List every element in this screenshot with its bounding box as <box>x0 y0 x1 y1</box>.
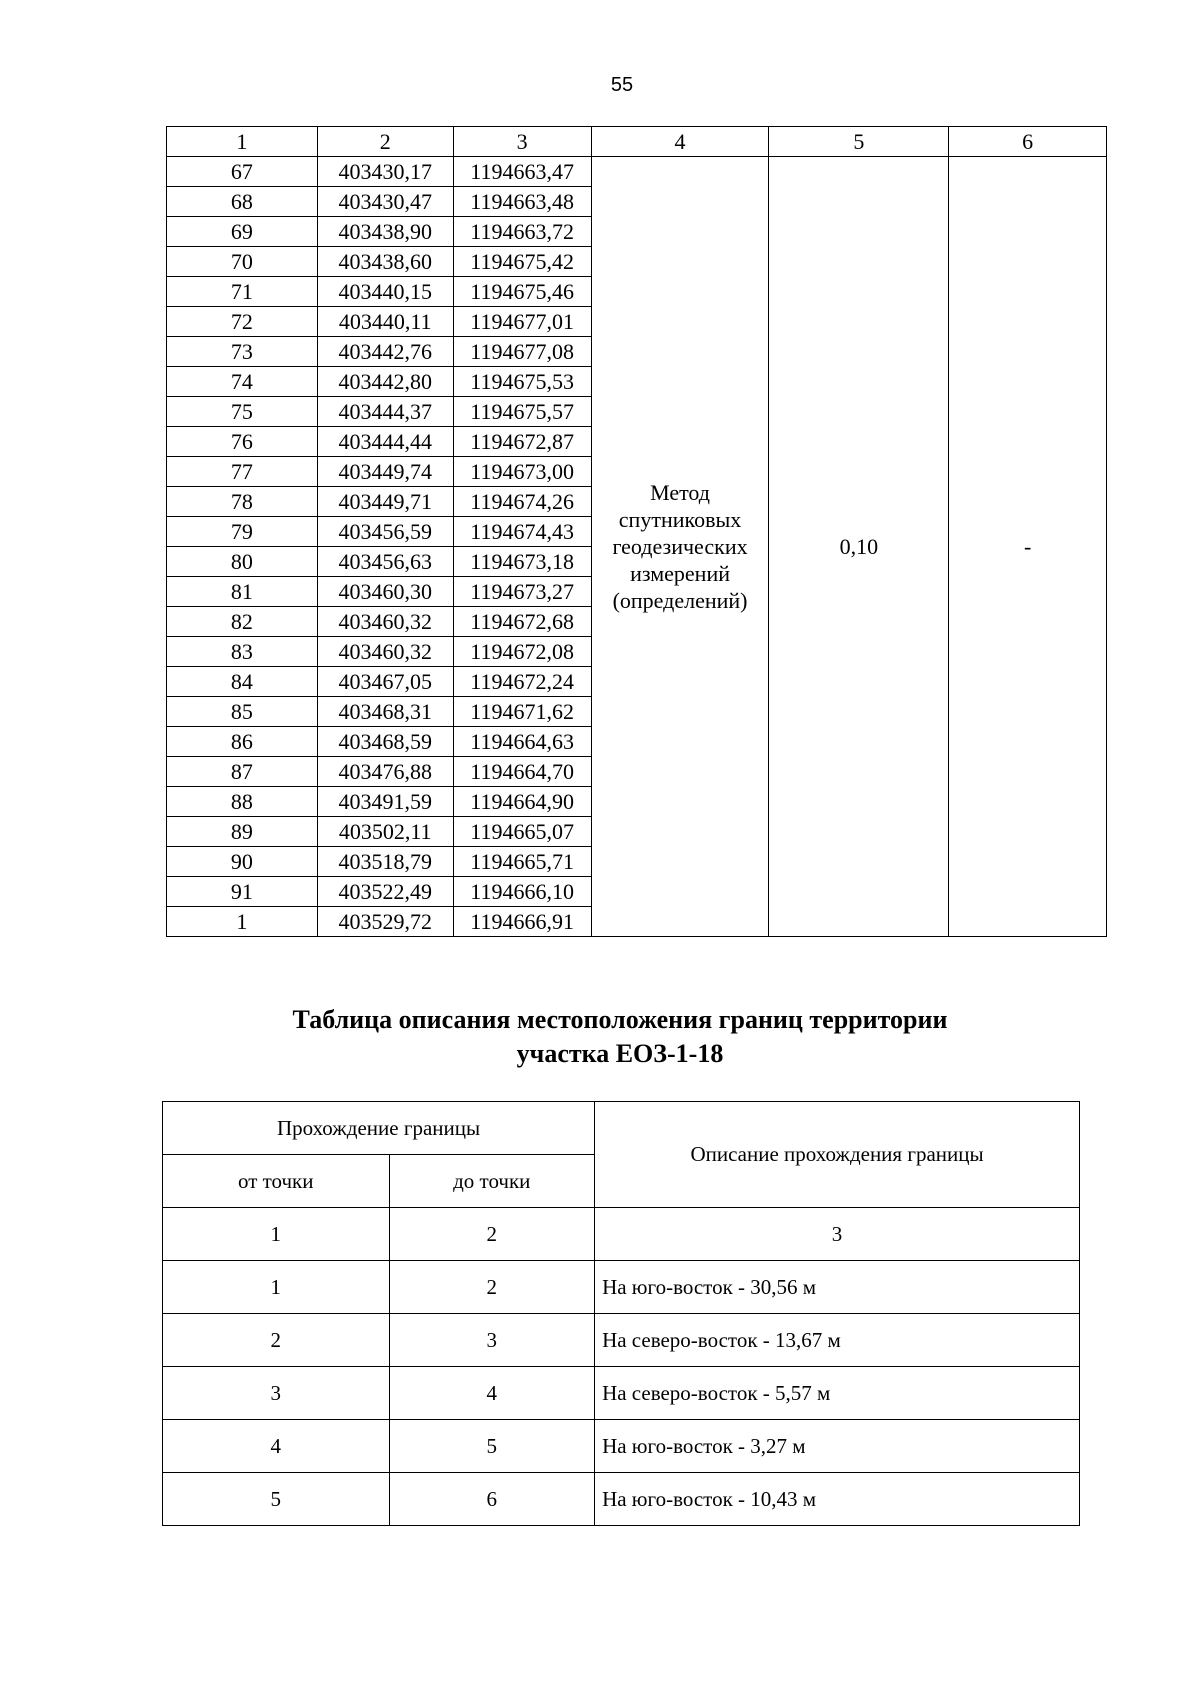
coordinate-x: 403444,37 <box>317 397 453 427</box>
to-point: 2 <box>389 1261 595 1314</box>
coordinate-y: 1194677,08 <box>453 337 591 367</box>
coordinate-y: 1194671,62 <box>453 697 591 727</box>
coordinate-x: 403460,30 <box>317 577 453 607</box>
coordinate-y: 1194677,01 <box>453 307 591 337</box>
to-point: 3 <box>389 1314 595 1367</box>
column-number: 2 <box>389 1208 595 1261</box>
coordinate-y: 1194665,71 <box>453 847 591 877</box>
point-number: 68 <box>167 187 318 217</box>
point-number: 82 <box>167 607 318 637</box>
header-cell: 1 <box>167 127 318 157</box>
column-number: 1 <box>163 1208 390 1261</box>
coordinate-x: 403529,72 <box>317 907 453 937</box>
point-number: 75 <box>167 397 318 427</box>
coordinate-y: 1194663,48 <box>453 187 591 217</box>
boundary-description: На северо-восток - 13,67 м <box>595 1314 1080 1367</box>
coordinate-y: 1194663,72 <box>453 217 591 247</box>
header-cell: 3 <box>453 127 591 157</box>
from-point: 4 <box>163 1420 390 1473</box>
coordinate-y: 1194675,46 <box>453 277 591 307</box>
coordinate-x: 403430,17 <box>317 157 453 187</box>
point-number: 77 <box>167 457 318 487</box>
coordinate-y: 1194664,90 <box>453 787 591 817</box>
coordinate-y: 1194673,00 <box>453 457 591 487</box>
header-boundary-passage: Прохождение границы <box>163 1102 595 1155</box>
table-row <box>163 1261 1080 1314</box>
coordinate-x: 403442,76 <box>317 337 453 367</box>
coordinate-x: 403449,71 <box>317 487 453 517</box>
from-point: 2 <box>163 1314 390 1367</box>
coordinate-y: 1194665,07 <box>453 817 591 847</box>
coordinate-y: 1194673,27 <box>453 577 591 607</box>
point-number: 76 <box>167 427 318 457</box>
coordinate-x: 403430,47 <box>317 187 453 217</box>
coordinate-x: 403467,05 <box>317 667 453 697</box>
desc-numbers-row <box>163 1208 1080 1261</box>
header-from-point: от точки <box>163 1155 390 1208</box>
header-to-point: до точки <box>389 1155 595 1208</box>
table-row <box>163 1420 1080 1473</box>
point-number: 1 <box>167 907 318 937</box>
header-boundary-description: Описание прохождения границы <box>595 1102 1080 1208</box>
point-number: 85 <box>167 697 318 727</box>
from-point: 5 <box>163 1473 390 1526</box>
point-number: 84 <box>167 667 318 697</box>
page-number: 55 <box>610 74 634 96</box>
boundary-description: На юго-восток - 10,43 м <box>595 1473 1080 1526</box>
from-point: 1 <box>163 1261 390 1314</box>
to-point: 4 <box>389 1367 595 1420</box>
to-point: 6 <box>389 1473 595 1526</box>
accuracy-cell: 0,10 <box>769 157 949 937</box>
from-point: 3 <box>163 1367 390 1420</box>
coordinate-x: 403456,63 <box>317 547 453 577</box>
coordinate-x: 403440,11 <box>317 307 453 337</box>
coordinate-x: 403476,88 <box>317 757 453 787</box>
header-cell: 4 <box>591 127 769 157</box>
header-cell: 2 <box>317 127 453 157</box>
coordinate-y: 1194664,70 <box>453 757 591 787</box>
point-number: 89 <box>167 817 318 847</box>
coordinate-x: 403449,74 <box>317 457 453 487</box>
method-line: измерений <box>630 561 730 586</box>
coordinate-y: 1194672,24 <box>453 667 591 697</box>
point-number: 78 <box>167 487 318 517</box>
coordinate-y: 1194666,10 <box>453 877 591 907</box>
boundary-description: На юго-восток - 3,27 м <box>595 1420 1080 1473</box>
coordinate-y: 1194674,26 <box>453 487 591 517</box>
coordinates-table <box>166 126 1107 937</box>
section-title-line: Таблица описания местоположения границ территории <box>292 1005 948 1034</box>
point-number: 80 <box>167 547 318 577</box>
point-number: 87 <box>167 757 318 787</box>
point-number: 88 <box>167 787 318 817</box>
point-number: 86 <box>167 727 318 757</box>
coordinate-y: 1194672,68 <box>453 607 591 637</box>
coordinate-x: 403442,80 <box>317 367 453 397</box>
boundary-description: На юго-восток - 30,56 м <box>595 1261 1080 1314</box>
coordinate-x: 403468,59 <box>317 727 453 757</box>
coordinate-x: 403491,59 <box>317 787 453 817</box>
method-line: Метод <box>650 480 710 505</box>
section-title <box>140 1003 1100 1071</box>
coordinate-y: 1194673,18 <box>453 547 591 577</box>
point-number: 67 <box>167 157 318 187</box>
header-cell: 6 <box>949 127 1107 157</box>
boundary-description: На северо-восток - 5,57 м <box>595 1367 1080 1420</box>
coordinate-y: 1194663,47 <box>453 157 591 187</box>
coordinate-x: 403456,59 <box>317 517 453 547</box>
coordinate-y: 1194666,91 <box>453 907 591 937</box>
point-number: 91 <box>167 877 318 907</box>
coordinate-y: 1194674,43 <box>453 517 591 547</box>
coordinate-x: 403440,15 <box>317 277 453 307</box>
desc-header-row <box>163 1102 1080 1155</box>
point-number: 79 <box>167 517 318 547</box>
method-line: спутниковых <box>618 507 742 532</box>
point-number: 90 <box>167 847 318 877</box>
coordinate-y: 1194672,87 <box>453 427 591 457</box>
point-number: 71 <box>167 277 318 307</box>
point-number: 83 <box>167 637 318 667</box>
coordinate-x: 403444,44 <box>317 427 453 457</box>
coordinate-x: 403438,60 <box>317 247 453 277</box>
coordinate-y: 1194675,57 <box>453 397 591 427</box>
table-row <box>163 1473 1080 1526</box>
to-point: 5 <box>389 1420 595 1473</box>
coordinate-x: 403518,79 <box>317 847 453 877</box>
coordinate-x: 403502,11 <box>317 817 453 847</box>
table-row <box>163 1367 1080 1420</box>
table-row <box>163 1314 1080 1367</box>
boundary-description-table <box>162 1101 1080 1526</box>
coordinate-x: 403438,90 <box>317 217 453 247</box>
point-number: 70 <box>167 247 318 277</box>
coordinates-header-row <box>167 127 1107 157</box>
method-line: (определений) <box>612 588 748 613</box>
notes-cell: - <box>949 157 1107 937</box>
method-line: геодезических <box>612 534 748 559</box>
coordinate-x: 403522,49 <box>317 877 453 907</box>
section-title-line: участка ЕОЗ-1-18 <box>516 1039 724 1068</box>
coordinate-y: 1194675,42 <box>453 247 591 277</box>
method-cell <box>591 157 769 937</box>
coordinate-x: 403468,31 <box>317 697 453 727</box>
coordinate-y: 1194664,63 <box>453 727 591 757</box>
coordinate-x: 403460,32 <box>317 637 453 667</box>
point-number: 73 <box>167 337 318 367</box>
point-number: 81 <box>167 577 318 607</box>
coordinate-x: 403460,32 <box>317 607 453 637</box>
point-number: 69 <box>167 217 318 247</box>
point-number: 74 <box>167 367 318 397</box>
table-row <box>167 157 1107 187</box>
column-number: 3 <box>595 1208 1080 1261</box>
coordinate-y: 1194672,08 <box>453 637 591 667</box>
coordinate-y: 1194675,53 <box>453 367 591 397</box>
point-number: 72 <box>167 307 318 337</box>
header-cell: 5 <box>769 127 949 157</box>
